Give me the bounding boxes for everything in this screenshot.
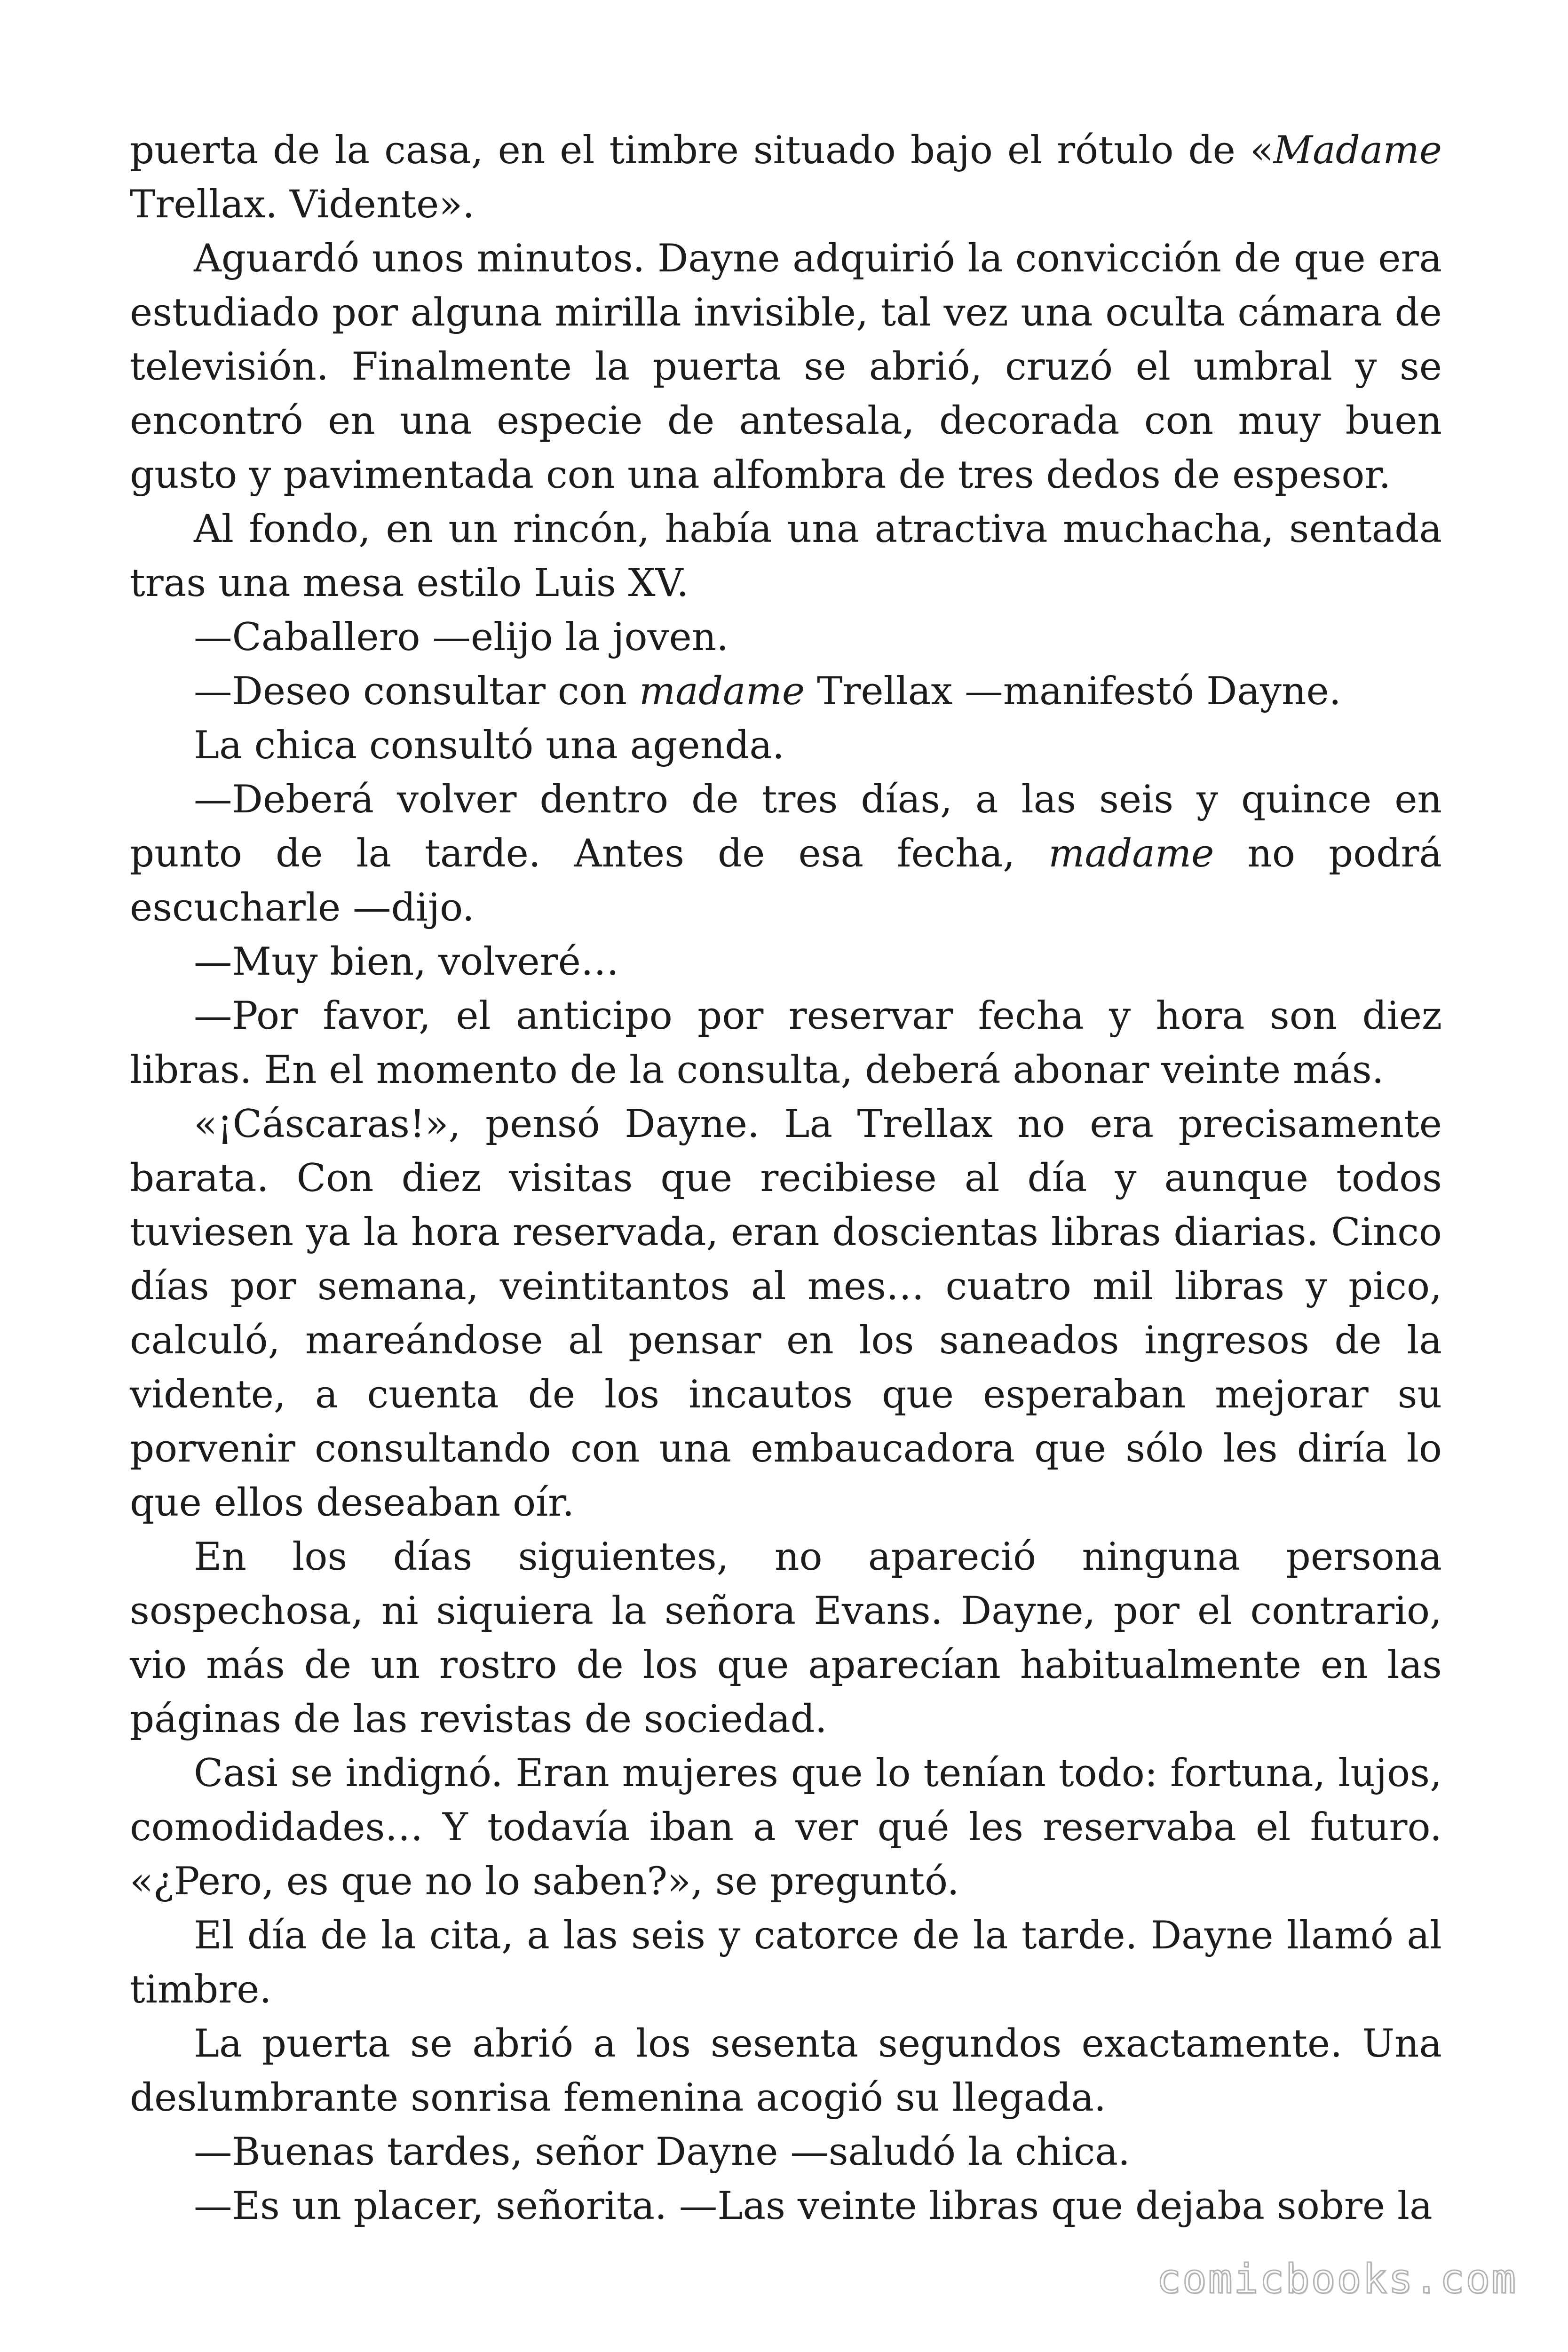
- watermark: comicbooks.com: [1156, 2256, 1517, 2303]
- paragraph-5: —Deseo consultar con madame Trellax —manifestó Dayne.: [194, 669, 1341, 714]
- paragraph-8: —Muy bien, volveré…: [194, 939, 619, 984]
- paragraph-7: —Deberá volver dentro de tres días, a las seis y quince en punto de la tarde. Antes de esa fecha, madame no podrá escucharle —dijo.: [130, 777, 1442, 930]
- paragraph-16: —Es un placer, señorita. —Las veinte libras que dejaba sobre la: [194, 2184, 1433, 2228]
- paragraph-1: puerta de la casa, en el timbre situado bajo el rótulo de «Madame Trellax. Vidente».: [130, 128, 1442, 227]
- paragraph-3: Al fondo, en un rincón, había una atractiva muchacha, sentada tras una mesa estilo Luis XV.: [130, 507, 1442, 605]
- paragraph-10: «¡Cáscaras!», pensó Dayne. La Trellax no era precisamente barata. Con diez visitas que recibiese al día y aunque todos tuviesen ya la hora reservada, eran doscientas libras diarias. Cinco días por semana, veintitantos al mes… cuatro mil libras y pico, calculó, mareándose al pensar en los saneados ingresos de la vidente, a cuenta de los incautos que esperaban mejorar su porvenir consultando con una embaucadora que sólo les diría lo que ellos deseaban oír.: [130, 1102, 1442, 1525]
- paragraph-14: La puerta se abrió a los sesenta segundos exactamente. Una deslumbrante sonrisa femenina acogió su llegada.: [130, 2021, 1442, 2120]
- page-body-text: [130, 123, 1442, 2233]
- paragraph-12: Casi se indignó. Eran mujeres que lo tenían todo: fortuna, lujos, comodidades… Y todavía iban a ver qué les reservaba el futuro. «¿Pero, es que no lo saben?», se preguntó.: [130, 1751, 1442, 1904]
- paragraph-2: Aguardó unos minutos. Dayne adquirió la convicción de que era estudiado por alguna mirilla invisible, tal vez una oculta cámara de televisión. Finalmente la puerta se abrió, cruzó el umbral y se encontró en una especie de antesala, decorada con muy buen gusto y pavimentada con una alfombra de tres dedos de espesor.: [130, 236, 1442, 497]
- paragraph-9: —Por favor, el anticipo por reservar fecha y hora son diez libras. En el momento de la consulta, deberá abonar veinte más.: [130, 993, 1442, 1092]
- paragraph-15: —Buenas tardes, señor Dayne —saludó la chica.: [194, 2130, 1130, 2174]
- paragraph-4: —Caballero —elijo la joven.: [194, 615, 729, 660]
- paragraph-13: El día de la cita, a las seis y catorce de la tarde. Dayne llamó al timbre.: [130, 1913, 1442, 2012]
- paragraph-11: En los días siguientes, no apareció ninguna persona sospechosa, ni siquiera la señora Evans. Dayne, por el contrario, vio más de un rostro de los que aparecían habitualmente en las páginas de las revistas de sociedad.: [130, 1534, 1442, 1741]
- paragraph-6: La chica consultó una agenda.: [194, 723, 784, 768]
